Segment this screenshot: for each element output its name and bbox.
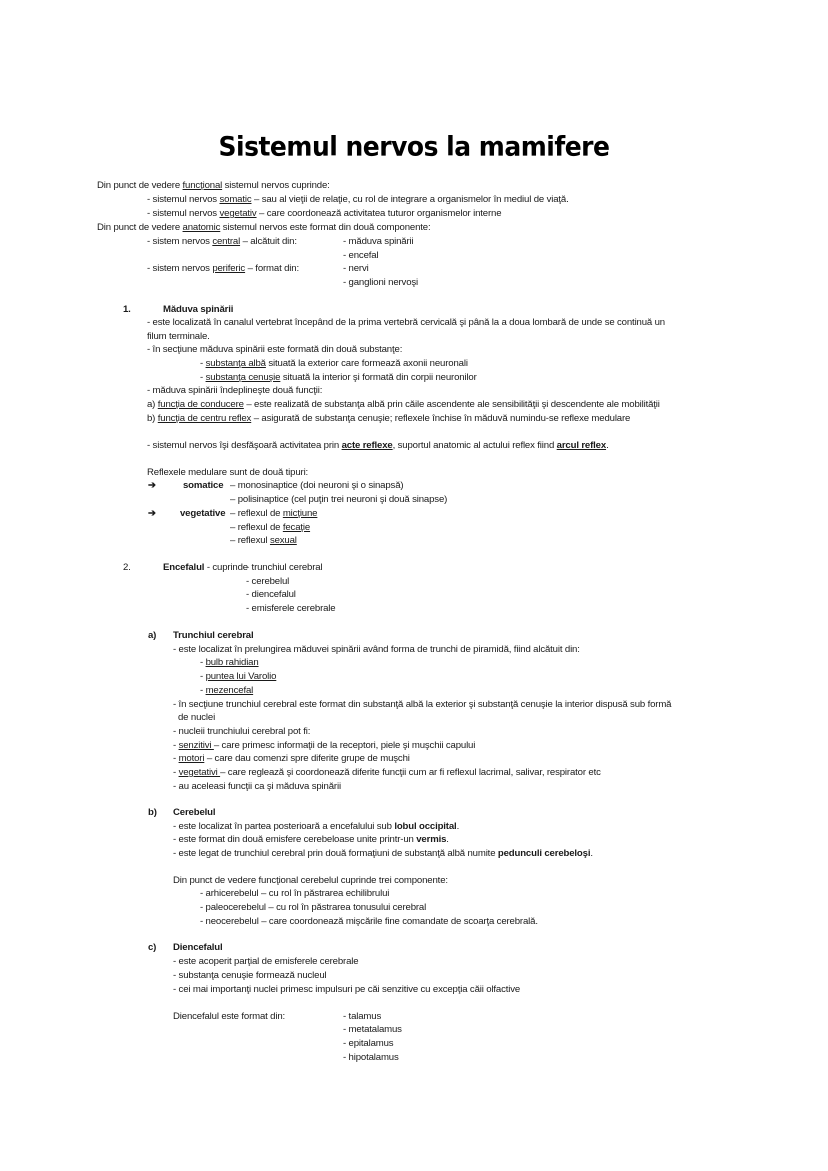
text-segment: - bbox=[200, 657, 206, 668]
text-line bbox=[173, 740, 475, 752]
text-line bbox=[343, 1052, 399, 1064]
text-segment: - sistem nervos bbox=[147, 236, 213, 247]
text-segment: - nucleii trunchiului cerebral pot fi: bbox=[173, 726, 311, 737]
underlined-term: funcţia de centru reflex bbox=[157, 413, 252, 424]
text-line bbox=[148, 508, 156, 520]
text-segment: - bbox=[200, 671, 206, 682]
bold-term: Encefalul bbox=[163, 562, 205, 573]
text-line bbox=[147, 263, 299, 275]
text-line bbox=[163, 562, 248, 574]
text-line bbox=[200, 685, 253, 697]
text-line bbox=[148, 942, 156, 954]
text-segment: . bbox=[606, 440, 609, 451]
text-line bbox=[230, 522, 310, 534]
bold-term: ➔ bbox=[148, 508, 156, 519]
text-line bbox=[343, 1038, 393, 1050]
text-segment: - neocerebelul – care coordonează mişcările fine comandate de scoarţa cerebrală. bbox=[200, 916, 538, 927]
text-line bbox=[200, 902, 426, 914]
text-segment: - în secţiune trunchiul cerebral este format din substanţă albă la exterior şi substanţă cenuşie la interior dispusă sub formă bbox=[173, 699, 672, 710]
text-segment: – format din: bbox=[245, 263, 299, 274]
text-line bbox=[147, 331, 210, 343]
bold-term: vermis bbox=[416, 834, 447, 845]
text-line bbox=[230, 535, 297, 547]
text-line bbox=[230, 480, 403, 492]
text-line bbox=[200, 657, 259, 669]
bold-term: vegetative bbox=[180, 508, 226, 519]
text-segment: - encefal bbox=[343, 250, 379, 261]
text-line bbox=[173, 753, 410, 765]
underlined-term: central bbox=[212, 236, 241, 247]
text-segment: sistemul nervos cuprinde: bbox=[222, 180, 330, 191]
text-segment: - sistemul nervos bbox=[147, 208, 220, 219]
text-segment: - talamus bbox=[343, 1011, 382, 1022]
text-segment: sistemul nervos este format din două componente: bbox=[220, 222, 431, 233]
text-segment: Din punct de vedere bbox=[97, 180, 183, 191]
text-segment: , suportul anatomic al actului reflex fiind bbox=[392, 440, 557, 451]
text-segment: – care reglează şi coordonează diferite funcţii cum ar fi reflexul lacrimal, salivar, respirator etc bbox=[220, 767, 601, 778]
text-line bbox=[173, 848, 593, 860]
underlined-term: funcţia de conducere bbox=[157, 399, 244, 410]
text-segment: – asigurată de substanţa cenuşie; reflexele închise în măduvă numindu-se reflexe medulare bbox=[251, 413, 631, 424]
text-line bbox=[173, 942, 223, 954]
text-segment: - măduva spinării îndeplineşte două funcţii: bbox=[147, 385, 323, 396]
text-line bbox=[147, 399, 660, 411]
text-segment: - hipotalamus bbox=[343, 1052, 399, 1063]
text-segment: - paleocerebelul – cu rol în păstrarea tonusului cerebral bbox=[200, 902, 427, 913]
text-segment: - cuprinde bbox=[204, 562, 248, 573]
text-segment: a) bbox=[147, 399, 158, 410]
bold-term: b) bbox=[148, 807, 157, 818]
text-line bbox=[173, 699, 671, 711]
bold-term: Cerebelul bbox=[173, 807, 216, 818]
underlined-term: periferic bbox=[212, 263, 246, 274]
text-segment: - arhicerebelul – cu rol în păstrarea echilibrului bbox=[200, 888, 390, 899]
text-line bbox=[173, 1011, 285, 1023]
text-segment: Din punct de vedere bbox=[97, 222, 183, 233]
text-segment: - este localizat în partea posterioară a encefalului sub bbox=[173, 821, 395, 832]
text-line bbox=[230, 494, 447, 506]
text-segment: – care dau comenzi spre diferite grupe de muşchi bbox=[204, 753, 410, 764]
underlined-term: micţiune bbox=[282, 508, 318, 519]
text-segment: - emisferele cerebrale bbox=[246, 603, 336, 614]
text-segment: - metatalamus bbox=[343, 1024, 402, 1035]
text-segment: – care coordonează activitatea tuturor organismelor interne bbox=[256, 208, 502, 219]
text-segment: - este localizată în canalul vertebrat începând de la prima vertebră cervicală şi până la a doua lombară de unde se continuă un bbox=[147, 317, 665, 328]
bold-term: a) bbox=[148, 630, 157, 641]
underlined-term: sexual bbox=[269, 535, 297, 546]
bold-term: 1. bbox=[123, 304, 131, 315]
text-line bbox=[230, 508, 317, 520]
text-segment: – reflexul de bbox=[230, 522, 283, 533]
text-line bbox=[147, 194, 569, 206]
bold-term: somatice bbox=[183, 480, 224, 491]
text-segment: – reflexul bbox=[230, 535, 270, 546]
text-line bbox=[200, 358, 468, 370]
bold-term: ➔ bbox=[148, 480, 156, 491]
underlined-term: bulb rahidian bbox=[205, 657, 259, 668]
text-line bbox=[147, 344, 402, 356]
text-line bbox=[343, 1011, 381, 1023]
text-segment: - bbox=[173, 767, 179, 778]
text-line bbox=[123, 562, 131, 574]
text-line bbox=[173, 767, 601, 779]
text-segment: - bbox=[200, 358, 206, 369]
underlined-term: mezencefal bbox=[205, 685, 254, 696]
text-segment: b) bbox=[147, 413, 158, 424]
underlined-term: anatomic bbox=[182, 222, 221, 233]
text-segment: - este acoperit parţial de emisferele cerebrale bbox=[173, 956, 359, 967]
underlined-term: arcul reflex bbox=[556, 440, 607, 451]
text-line bbox=[180, 508, 225, 520]
text-segment: - în secţiune măduva spinării este formată din două substanţe: bbox=[147, 344, 403, 355]
text-line bbox=[200, 671, 276, 683]
text-segment: – alcătuit din: bbox=[240, 236, 297, 247]
text-line bbox=[343, 263, 369, 275]
text-segment: - nervi bbox=[343, 263, 369, 274]
bold-term: Măduva spinării bbox=[163, 304, 234, 315]
text-segment: – este realizată de substanţa albă prin căile ascendente ale sensibilităţii şi descendente ale mobilităţii bbox=[243, 399, 660, 410]
text-segment: - sistem nervos bbox=[147, 263, 213, 274]
text-line bbox=[173, 644, 580, 656]
text-line bbox=[246, 589, 296, 601]
bold-term: Trunchiul cerebral bbox=[173, 630, 254, 641]
text-line bbox=[147, 317, 665, 329]
text-line bbox=[97, 180, 330, 192]
text-segment: filum terminale. bbox=[147, 331, 210, 342]
text-segment: - bbox=[200, 372, 206, 383]
page-title: Sistemul nervos la mamifere bbox=[218, 131, 610, 162]
text-segment: - ganglioni nervoşi bbox=[343, 277, 419, 288]
text-segment: – polisinaptice (cel puţin trei neuroni şi două sinapse) bbox=[230, 494, 448, 505]
text-segment: - epitalamus bbox=[343, 1038, 394, 1049]
underlined-term: senzitivi bbox=[178, 740, 214, 751]
underlined-term: somatic bbox=[219, 194, 252, 205]
text-line bbox=[343, 277, 418, 289]
text-line bbox=[246, 576, 289, 588]
text-segment: – sau al vieţii de relaţie, cu rol de integrare a organismelor în mediul de viaţă. bbox=[251, 194, 569, 205]
text-line bbox=[147, 413, 630, 425]
text-segment: - bbox=[200, 685, 206, 696]
text-line bbox=[173, 807, 215, 819]
text-segment: – monosinaptice (doi neuroni şi o sinapsă) bbox=[230, 480, 404, 491]
underlined-term: puntea lui Varolio bbox=[205, 671, 277, 682]
text-segment: . bbox=[590, 848, 593, 859]
text-segment: - substanţa cenuşie formează nucleul bbox=[173, 970, 327, 981]
text-line bbox=[148, 807, 157, 819]
text-line bbox=[200, 888, 389, 900]
text-segment: Reflexele medulare sunt de două tipuri: bbox=[147, 467, 309, 478]
text-line bbox=[173, 834, 449, 846]
text-segment: . bbox=[446, 834, 449, 845]
text-line bbox=[173, 956, 358, 968]
bold-term: Diencefalul bbox=[173, 942, 223, 953]
text-line bbox=[173, 875, 448, 887]
text-segment: - bbox=[173, 753, 179, 764]
text-segment: . bbox=[456, 821, 460, 832]
text-line bbox=[173, 781, 341, 793]
text-segment: - este legat de trunchiul cerebral prin două formaţiuni de substanţă albă numite bbox=[173, 848, 498, 859]
text-line bbox=[343, 1024, 402, 1036]
text-segment: - cerebelul bbox=[246, 576, 290, 587]
underlined-term: substanţa albă bbox=[205, 358, 266, 369]
text-line bbox=[200, 916, 538, 928]
text-segment: - trunchiul cerebral bbox=[246, 562, 323, 573]
text-line bbox=[178, 712, 215, 724]
text-line bbox=[173, 970, 327, 982]
text-line bbox=[147, 467, 308, 479]
underlined-term: funcţional bbox=[182, 180, 223, 191]
text-line bbox=[183, 480, 223, 492]
text-segment: 2. bbox=[123, 562, 131, 573]
text-line bbox=[147, 208, 501, 220]
text-line bbox=[200, 372, 477, 384]
text-line bbox=[97, 222, 431, 234]
text-line bbox=[147, 440, 609, 452]
text-line bbox=[148, 480, 156, 492]
text-line bbox=[246, 603, 335, 615]
bold-term: c) bbox=[148, 942, 157, 953]
text-segment: - cei mai importanţi nuclei primesc impulsuri pe căi senzitive cu excepţia căii olfactive bbox=[173, 984, 521, 995]
text-line bbox=[147, 385, 322, 397]
text-segment: – care primesc informaţii de la receptori, piele şi muşchii capului bbox=[213, 740, 476, 751]
text-segment: situată la exterior care formează axonii neuronali bbox=[265, 358, 468, 369]
text-line bbox=[148, 630, 156, 642]
text-segment: - bbox=[173, 740, 179, 751]
bold-term: pedunculi cerebeloşi bbox=[497, 848, 591, 859]
bold-term: lobul occipital bbox=[394, 821, 457, 832]
text-segment: - este format din două emisfere cerebeloase unite printr-un bbox=[173, 834, 417, 845]
underlined-term: substanţa cenuşie bbox=[205, 372, 281, 383]
text-segment: situată la interior şi formată din corpii neuronilor bbox=[280, 372, 477, 383]
text-line bbox=[173, 821, 459, 833]
text-line bbox=[173, 984, 520, 996]
text-line bbox=[163, 304, 233, 316]
text-segment: - au aceleasi funcţii ca şi măduva spinării bbox=[173, 781, 341, 792]
text-segment: - sistemul nervos bbox=[147, 194, 220, 205]
underlined-term: vegetativ bbox=[219, 208, 257, 219]
underlined-term: fecaţie bbox=[282, 522, 311, 533]
text-segment: – reflexul de bbox=[230, 508, 283, 519]
text-line bbox=[246, 562, 322, 574]
text-line bbox=[123, 304, 131, 316]
text-segment: - este localizat în prelungirea măduvei spinării având forma de trunchi de piramidă, fiind alcătuit din: bbox=[173, 644, 580, 655]
text-segment: de nuclei bbox=[178, 712, 216, 723]
text-line bbox=[173, 630, 253, 642]
text-segment: Din punct de vedere funcţional cerebelul cuprinde trei componente: bbox=[173, 875, 448, 886]
text-line bbox=[147, 236, 297, 248]
underlined-term: motori bbox=[178, 753, 205, 764]
text-segment: - măduva spinării bbox=[343, 236, 414, 247]
text-segment: - sistemul nervos îşi desfăşoară activitatea prin bbox=[147, 440, 342, 451]
underlined-term: vegetativi bbox=[178, 767, 221, 778]
underlined-term: acte reflexe bbox=[341, 440, 393, 451]
text-line bbox=[343, 250, 378, 262]
text-segment: - diencefalul bbox=[246, 589, 296, 600]
text-line bbox=[343, 236, 414, 248]
text-line bbox=[173, 726, 310, 738]
text-segment: Diencefalul este format din: bbox=[173, 1011, 286, 1022]
